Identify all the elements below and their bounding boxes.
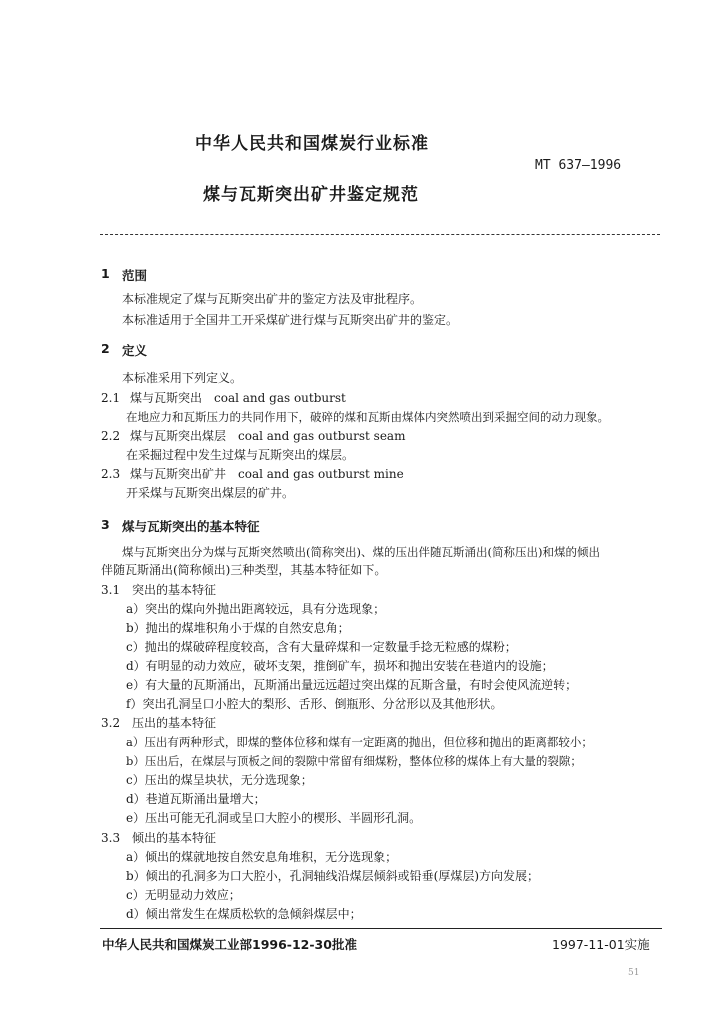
subsection-heading: 突出的基本特征: [132, 583, 217, 597]
section-1-heading: 范围: [122, 268, 148, 283]
definition-number: 2.3: [101, 467, 121, 481]
list-item: d）巷道瓦斯涌出量增大；: [126, 792, 266, 806]
definition-number: 2.2: [101, 429, 121, 443]
header-divider: [100, 234, 660, 235]
list-item: c）压出的煤呈块状，无分选现象；: [126, 773, 313, 787]
page-number: 51: [628, 968, 640, 978]
section-1-number: 1: [101, 266, 110, 281]
definition-text: 在采掘过程中发生过煤与瓦斯突出的煤层。: [126, 448, 355, 462]
list-item: a）倾出的煤就地按自然安息角堆积，无分选现象；: [126, 850, 398, 864]
section-3-intro: 煤与瓦斯突出分为煤与瓦斯突然喷出(简称突出)、煤的压出伴随瓦斯涌出(简称压出)和煤的倾出: [122, 545, 600, 559]
list-item: c）抛出的煤破碎程度较高，含有大量碎煤和一定数量手捻无粒感的煤粉；: [126, 640, 517, 654]
list-item: d）有明显的动力效应，破坏支架，推倒矿车，损坏和抛出安装在巷道内的设施；: [126, 659, 554, 673]
section-3-heading: 煤与瓦斯突出的基本特征: [122, 519, 260, 534]
section-3-intro: 伴随瓦斯涌出(简称倾出)三种类型，其基本特征如下。: [101, 563, 387, 577]
section-2-intro: 本标准采用下列定义。: [122, 371, 243, 385]
section-2-number: 2: [101, 341, 110, 356]
issuing-body: 中华人民共和国煤炭行业标准: [195, 134, 429, 154]
section-3-number: 3: [101, 517, 110, 532]
list-item: b）压出后，在煤层与顶板之间的裂隙中常留有细煤粉，整体位移的煤体上有大量的裂隙；: [126, 754, 582, 768]
list-item: f）突出孔洞呈口小腔大的梨形、舌形、倒瓶形、分岔形以及其他形状。: [126, 697, 503, 711]
list-item: d）倾出常发生在煤质松软的急倾斜煤层中；: [126, 907, 362, 921]
subsection-number: 3.1: [101, 583, 121, 597]
effective-date: 1997-11-01实施: [552, 937, 650, 952]
list-item: c）无明显动力效应；: [126, 888, 241, 902]
footer-divider: [100, 928, 662, 929]
list-item: e）压出可能无孔洞或呈口大腔小的楔形、半圆形孔洞。: [126, 811, 422, 825]
definition-text: 开采煤与瓦斯突出煤层的矿井。: [126, 486, 295, 500]
definition-term: 煤与瓦斯突出矿井 coal and gas outburst mine: [130, 467, 404, 481]
subsection-number: 3.3: [101, 831, 121, 845]
subsection-heading: 压出的基本特征: [132, 716, 217, 730]
definition-text: 在地应力和瓦斯压力的共同作用下，破碎的煤和瓦斯由煤体内突然喷出到采掘空间的动力现象。: [126, 410, 609, 424]
list-item: a）压出有两种形式，即煤的整体位移和煤有一定距离的抛出，但位移和抛出的距离都较小；: [126, 735, 593, 749]
section-2-heading: 定义: [122, 343, 148, 358]
section-1-paragraph: 本标准适用于全国井工开采煤矿进行煤与瓦斯突出矿井的鉴定。: [122, 313, 459, 327]
page-title: 煤与瓦斯突出矿井鉴定规范: [203, 185, 419, 205]
subsection-number: 3.2: [101, 716, 121, 730]
definition-term: 煤与瓦斯突出煤层 coal and gas outburst seam: [130, 429, 406, 443]
list-item: b）倾出的孔洞多为口大腔小，孔洞轴线沿煤层倾斜或铅垂(厚煤层)方向发展；: [126, 869, 540, 883]
subsection-heading: 倾出的基本特征: [132, 831, 217, 845]
list-item: b）抛出的煤堆积角小于煤的自然安息角；: [126, 621, 350, 635]
section-1-paragraph: 本标准规定了煤与瓦斯突出矿井的鉴定方法及审批程序。: [122, 292, 423, 306]
definition-number: 2.1: [101, 391, 121, 405]
list-item: e）有大量的瓦斯涌出，瓦斯涌出量远远超过突出煤的瓦斯含量，有时会使风流逆转；: [126, 678, 578, 692]
standard-code: MT 637—1996: [535, 158, 622, 173]
definition-term: 煤与瓦斯突出 coal and gas outburst: [130, 391, 346, 405]
list-item: a）突出的煤向外抛出距离较远，具有分选现象；: [126, 602, 386, 616]
approval-note: 中华人民共和国煤炭工业部1996-12-30批准: [102, 937, 357, 952]
